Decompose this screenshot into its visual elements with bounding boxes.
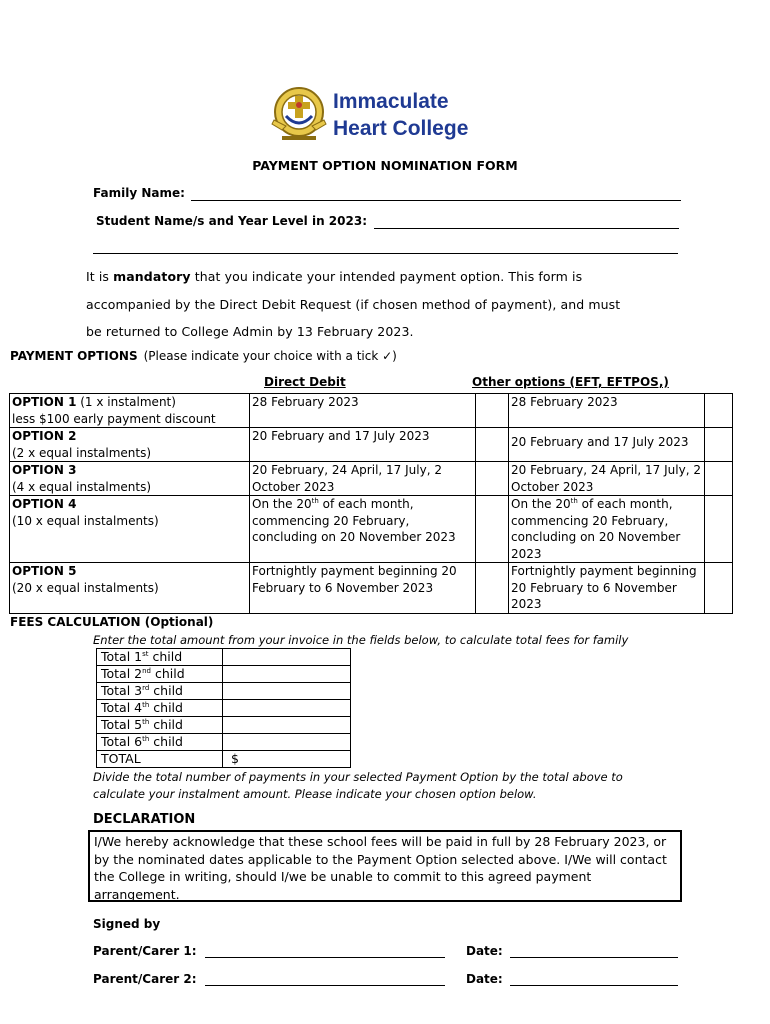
intro-line-3: be returned to College Admin by 13 February 2023.: [86, 324, 414, 339]
date1-label: Date:: [466, 944, 503, 958]
option-label: [10, 394, 250, 428]
option-desc: (20 x equal instalments): [12, 580, 159, 595]
direct-debit-dates: 20 February and 17 July 2023: [250, 428, 476, 462]
label-text: Total 4: [101, 700, 143, 715]
other-dates: [509, 496, 705, 563]
label-text: Total 1: [101, 649, 143, 664]
direct-debit-dates: Fortnightly payment beginning 20 February to 6 November 2023: [250, 563, 476, 614]
option-desc: (4 x equal instalments): [12, 479, 152, 494]
date-text: On the 20: [252, 497, 312, 511]
date2-label: Date:: [466, 972, 503, 986]
college-name-line2: Heart College: [333, 117, 469, 140]
option-row-5: [10, 563, 733, 614]
option-name: OPTION 3: [12, 463, 77, 477]
declaration-text: I/We hereby acknowledge that these school fees will be paid in full by 28 February 2023, or by the nominated dates applicable to the Payment Option selected above. I/We will contact the College in writing, should I/we be unable to commit to this agreed payment arrangement.: [88, 830, 682, 902]
intro-line-1: [86, 269, 582, 284]
college-name-line1: Immaculate: [333, 90, 449, 113]
label-text: child: [149, 734, 183, 749]
label-text: child: [149, 700, 183, 715]
college-name: [333, 88, 468, 142]
date-suffix: th: [570, 497, 578, 505]
student-names-field[interactable]: [374, 228, 679, 229]
form-title: PAYMENT OPTION NOMINATION FORM: [252, 158, 518, 173]
fees-row: [97, 649, 351, 666]
fees-amount-field[interactable]: [223, 700, 351, 717]
direct-debit-tick-box[interactable]: [476, 394, 509, 428]
family-name-field[interactable]: [191, 200, 681, 201]
parent1-label: Parent/Carer 1:: [93, 944, 197, 958]
date-suffix: th: [311, 497, 319, 505]
fees-row-label: [97, 700, 223, 717]
option-desc: (2 x equal instalments): [12, 445, 152, 460]
signed-by-label: Signed by: [93, 917, 161, 931]
direct-debit-tick-box[interactable]: [476, 462, 509, 496]
option-name: OPTION 1: [12, 395, 77, 409]
option-row-3: [10, 462, 733, 496]
payment-options-table: [9, 393, 733, 614]
fees-amount-field[interactable]: [223, 683, 351, 700]
fees-amount-field[interactable]: [223, 734, 351, 751]
date-text: On the 20: [511, 497, 571, 511]
fees-row: [97, 717, 351, 734]
intro-mandatory: mandatory: [113, 269, 191, 284]
fees-row-label: [97, 666, 223, 683]
label-text: child: [149, 683, 183, 698]
fees-row-label: [97, 717, 223, 734]
intro-text: that you indicate your intended payment option. This form is: [190, 269, 583, 284]
direct-debit-tick-box[interactable]: [476, 563, 509, 614]
other-dates: Fortnightly payment beginning 20 February to 6 November 2023: [509, 563, 705, 614]
direct-debit-tick-box[interactable]: [476, 496, 509, 563]
intro-text: It is: [86, 269, 114, 284]
label-text: Total 3: [101, 683, 143, 698]
option-name: OPTION 4: [12, 497, 77, 511]
fees-table: [96, 648, 351, 768]
student-names-field-2[interactable]: [93, 253, 678, 254]
option-name: OPTION 2: [12, 429, 77, 443]
fees-amount-field[interactable]: [223, 649, 351, 666]
other-tick-box[interactable]: [705, 394, 733, 428]
other-options-header: Other options (EFT, EFTPOS,): [472, 375, 669, 389]
student-names-label: Student Name/s and Year Level in 2023:: [96, 214, 367, 228]
option-row-4: [10, 496, 733, 563]
fees-note-1: Divide the total number of payments in your selected Payment Option by the total above to: [93, 770, 623, 784]
other-dates: 20 February and 17 July 2023: [509, 428, 705, 462]
payment-options-heading: [10, 349, 397, 363]
label-text: Total 6: [101, 734, 143, 749]
option-name: OPTION 5: [12, 564, 77, 578]
declaration-heading: DECLARATION: [93, 812, 196, 827]
direct-debit-header: Direct Debit: [264, 375, 346, 389]
direct-debit-tick-box[interactable]: [476, 428, 509, 462]
fees-row: [97, 683, 351, 700]
other-tick-box[interactable]: [705, 462, 733, 496]
other-dates: 28 February 2023: [509, 394, 705, 428]
option-label: [10, 563, 250, 614]
label-suffix: nd: [142, 666, 152, 675]
option-desc: (10 x equal instalments): [12, 513, 159, 528]
date2-field[interactable]: [510, 985, 678, 986]
option-label: [10, 496, 250, 563]
label-suffix: rd: [142, 683, 150, 692]
fees-row-label: [97, 649, 223, 666]
date1-field[interactable]: [510, 957, 678, 958]
fees-row: [97, 734, 351, 751]
label-suffix: th: [142, 717, 150, 726]
other-tick-box[interactable]: [705, 428, 733, 462]
fees-row: [97, 666, 351, 683]
direct-debit-dates: [250, 496, 476, 563]
fees-heading: FEES CALCULATION (Optional): [10, 615, 214, 629]
payment-options-note: (Please indicate your choice with a tick ✓): [143, 349, 397, 363]
other-tick-box[interactable]: [705, 563, 733, 614]
option-row-2: [10, 428, 733, 462]
fees-row-label: [97, 734, 223, 751]
fees-total-row: [97, 751, 351, 768]
label-text: Total 2: [101, 666, 143, 681]
date-text: of each month, commencing 20 February, concluding on 20 November 2023: [252, 497, 456, 544]
label-suffix: th: [142, 700, 150, 709]
direct-debit-dates: 28 February 2023: [250, 394, 476, 428]
other-tick-box[interactable]: [705, 496, 733, 563]
parent1-signature-field[interactable]: [205, 957, 445, 958]
label-suffix: st: [142, 649, 149, 658]
payment-options-title: PAYMENT OPTIONS: [10, 349, 138, 363]
option-desc: (1 x instalment): [76, 395, 176, 409]
label-text: child: [148, 649, 183, 664]
fees-total-label: TOTAL: [97, 751, 223, 768]
fees-total-field[interactable]: $: [223, 751, 351, 768]
family-name-label: Family Name:: [93, 186, 185, 200]
other-dates: 20 February, 24 April, 17 July, 2 October 2023: [509, 462, 705, 496]
label-text: child: [151, 666, 185, 681]
option-row-1: [10, 394, 733, 428]
intro-line-2: accompanied by the Direct Debit Request (if chosen method of payment), and must: [86, 297, 621, 312]
label-text: child: [149, 717, 183, 732]
fees-row-label: [97, 683, 223, 700]
direct-debit-dates: 20 February, 24 April, 17 July, 2 October 2023: [250, 462, 476, 496]
option-label: [10, 462, 250, 496]
option-desc: less $100 early payment discount: [12, 411, 216, 426]
fees-amount-field[interactable]: [223, 717, 351, 734]
parent2-signature-field[interactable]: [205, 985, 445, 986]
fees-note-2: calculate your instalment amount. Please indicate your chosen option below.: [93, 787, 537, 801]
label-suffix: th: [142, 734, 150, 743]
fees-instruction: Enter the total amount from your invoice in the fields below, to calculate total fees for family: [93, 633, 629, 647]
fees-row: [97, 700, 351, 717]
label-text: Total 5: [101, 717, 143, 732]
fees-amount-field[interactable]: [223, 666, 351, 683]
date-text: of each month, commencing 20 February, concluding on 20 November 2023: [511, 497, 681, 561]
college-logo: [268, 86, 330, 144]
option-label: [10, 428, 250, 462]
parent2-label: Parent/Carer 2:: [93, 972, 197, 986]
